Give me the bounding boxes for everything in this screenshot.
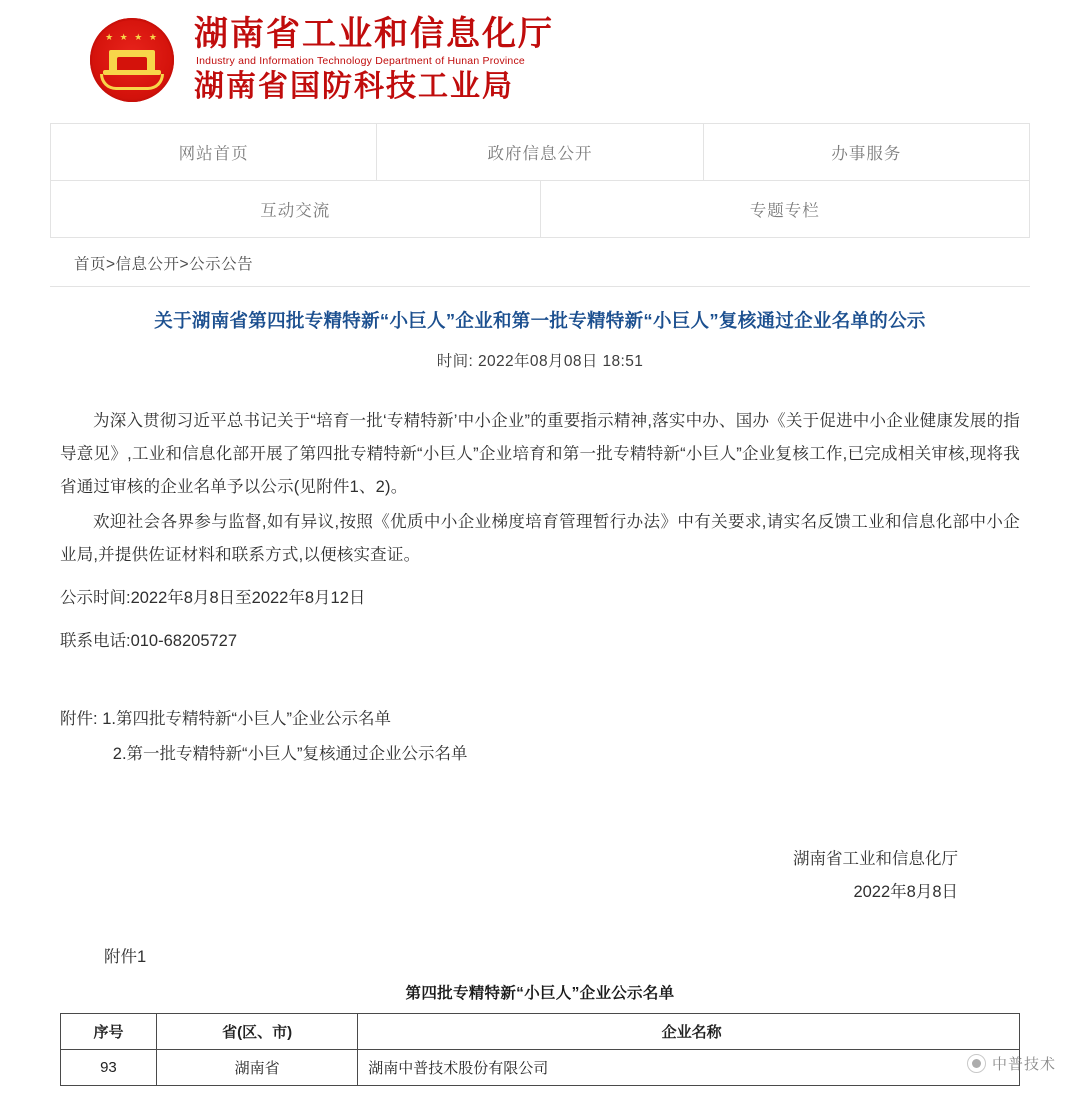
signature-date: 2022年8月8日 [853,883,958,902]
attachment-list-row-1 [60,702,1020,737]
attachment-label: 附件: [60,709,98,728]
attachment-item-1[interactable]: 1.第四批专精特新“小巨人”企业公示名单 [102,709,391,728]
signature-block [60,843,1020,909]
cell-province: 湖南省 [156,1050,357,1086]
main-navigation [50,123,1030,238]
paragraph-2: 欢迎社会各界参与监督,如有异议,按照《优质中小企业梯度培育管理暂行办法》中有关要求,请实名反馈工业和信息化部中小企业局,并提供佐证材料和联系方式,以便核实查证。 [60,512,1020,564]
column-header-company: 企业名称 [358,1014,1020,1050]
breadcrumb[interactable]: 首页>信息公开>公示公告 [50,238,1030,287]
table-row [61,1050,1020,1086]
org-name-primary: 湖南省工业和信息化厅 [194,14,554,54]
attachment-list [60,702,1020,771]
attachment-item-2[interactable]: 2.第一批专精特新“小巨人”复核通过企业公示名单 [112,744,468,763]
publish-time-value: 2022年08月08日 18:51 [477,352,644,370]
watermark-text: 中普技术 [991,1056,1056,1073]
watermark [967,1053,1056,1074]
org-title-block [194,14,554,105]
site-header [0,0,1080,115]
article-paragraphs [60,405,1020,572]
paragraph-1: 为深入贯彻习近平总书记关于“培育一批‘专精特新’中小企业”的重要指示精神,落实中办、国办《关于促进中小企业健康发展的指导意见》,工业和信息化部开展了第四批专精特新“小巨人”企业培育和第一批专精特新“小巨人”企业复核工作,已完成相关审核,现将我省通过审核的企业名单予以公示(见附件1、2)。 [60,411,1020,496]
cell-index: 93 [61,1050,157,1086]
avatar-icon [967,1054,986,1073]
publicity-period: 公示时间:2022年8月8日至2022年8月12日 [60,588,366,607]
table-header-row [61,1014,1020,1050]
nav-item-special-columns[interactable]: 专题专栏 [749,202,820,221]
nav-item-government-info[interactable]: 政府信息公开 [377,124,703,180]
annex-table-title: 第四批专精特新“小巨人”企业公示名单 [405,985,675,1003]
org-name-secondary: 湖南省国防科技工业局 [194,69,514,105]
column-header-province: 省(区、市) [156,1014,357,1050]
contact-phone: 联系电话:010-68205727 [60,631,238,650]
emblem-stars: ★ ★ ★ ★ [105,31,159,42]
emblem-gate [109,50,155,72]
cell-company: 湖南中普技术股份有限公司 [358,1050,1020,1086]
nav-row-secondary [51,181,1029,238]
emblem-wheat [100,74,164,90]
signature-organization: 湖南省工业和信息化厅 [793,850,958,869]
org-name-english: Industry and Information Technology Department of Hunan Province [196,55,525,68]
article-body [0,307,1080,1086]
nav-row-primary [51,124,1029,181]
page-title: 关于湖南省第四批专精特新“小巨人”企业和第一批专精特新“小巨人”复核通过企业名单的公示 [154,310,926,332]
annex-label: 附件1 [104,948,147,967]
publish-time-label: 时间: [436,352,474,370]
publish-time [60,349,1020,371]
annex-table [60,1013,1020,1086]
nav-item-home[interactable]: 网站首页 [51,124,377,180]
national-emblem-icon [90,18,174,102]
column-header-index: 序号 [61,1014,157,1050]
nav-item-services[interactable]: 办事服务 [831,145,902,164]
nav-item-interaction[interactable]: 互动交流 [51,181,541,237]
